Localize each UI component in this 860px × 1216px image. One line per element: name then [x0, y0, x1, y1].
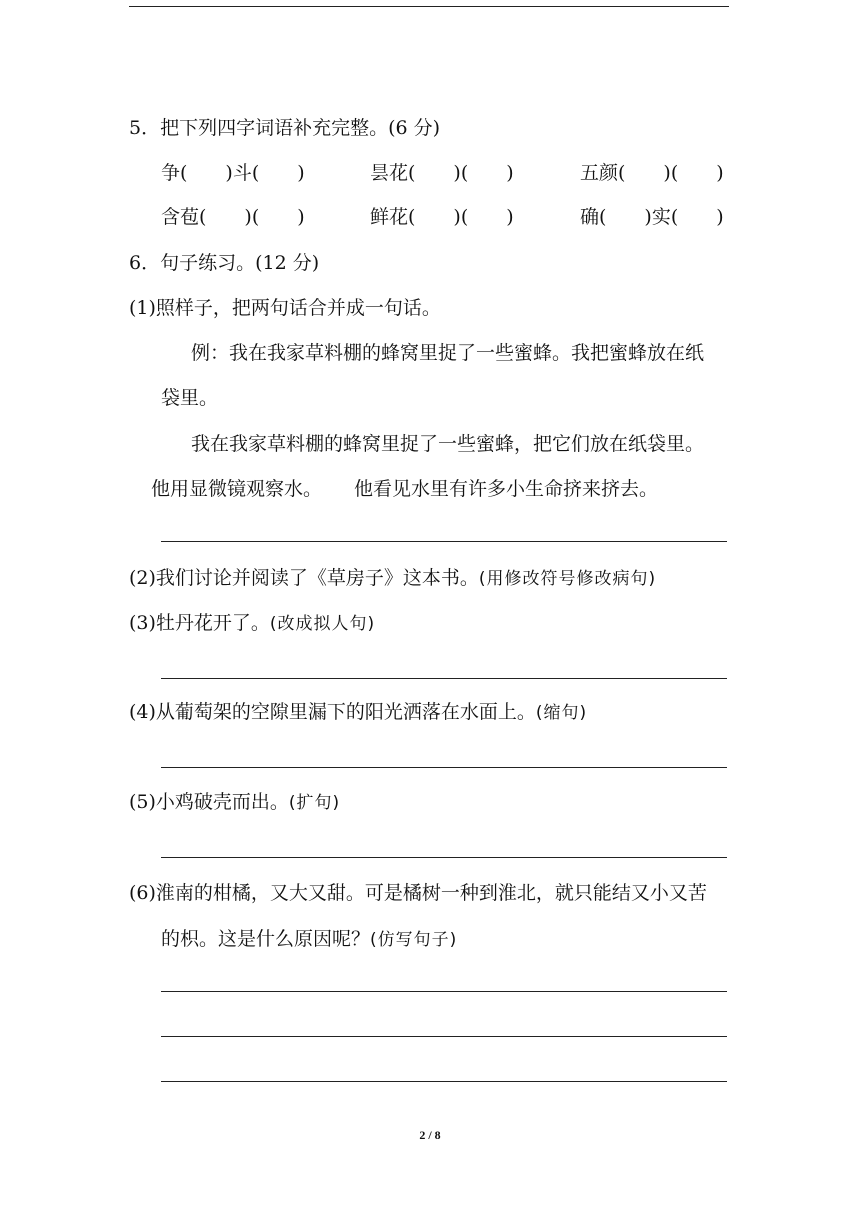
q5-title: 5．把下列四字词语补充完整。(6 分): [129, 117, 441, 139]
q6-s2-text: (2)我们讨论并阅读了《草房子》这本书。: [129, 567, 479, 589]
q6-s1-example-line1: 例：我在我家草料棚的蜂窝里捉了一些蜜蜂。我把蜜蜂放在纸: [191, 342, 705, 364]
answer-line-3[interactable]: [161, 678, 727, 679]
q6-s6-line2: [161, 927, 457, 952]
q6-s4-text: (4)从葡萄架的空隙里漏下的阳光洒落在水面上。: [129, 701, 536, 723]
q6-s1-example-line2: 袋里。: [161, 387, 219, 409]
q6-s5: [129, 790, 340, 815]
top-divider: [129, 6, 729, 7]
q6-s4: [129, 700, 587, 725]
q6-s6-line1: (6)淮南的柑橘，又大又甜。可是橘树一种到淮北，就只能结又小又苦: [129, 882, 707, 904]
answer-line-1[interactable]: [161, 541, 727, 542]
page-number: 2 / 8: [419, 1128, 441, 1142]
q6-s3-text: (3)牡丹花开了。: [129, 612, 270, 634]
answer-line-6a[interactable]: [161, 991, 727, 992]
q6-s1-task-b: 他看见水里有许多小生命挤来挤去。: [354, 478, 659, 500]
q5-word-4: 含苞( )( ): [161, 206, 305, 228]
q6-s5-hint: (扩句): [288, 793, 341, 813]
q6-title: 6．句子练习。(12 分): [129, 252, 320, 274]
q5-word-2: 昙花( )( ): [370, 162, 514, 184]
q6-s6-hint: (仿写句子): [370, 930, 458, 950]
answer-line-6b[interactable]: [161, 1036, 727, 1037]
q5-word-1: 争( )斗( ): [161, 162, 305, 184]
q6-s6-text: 的枳。这是什么原因呢？: [161, 928, 371, 950]
q6-s1-task-a: 他用显微镜观察水。: [151, 478, 323, 500]
q6-s1-model: 我在我家草料棚的蜂窝里捉了一些蜜蜂，把它们放在纸袋里。: [191, 433, 705, 455]
q6-s2-hint: (用修改符号修改病句): [478, 569, 657, 589]
answer-line-4[interactable]: [161, 767, 727, 768]
answer-line-5[interactable]: [161, 857, 727, 858]
q5-word-6: 确( )实( ): [580, 206, 724, 228]
q6-s1-label: (1)照样子，把两句话合并成一句话。: [129, 297, 441, 319]
q5-word-3: 五颜( )( ): [580, 162, 724, 184]
answer-line-6c[interactable]: [161, 1081, 727, 1082]
q6-s3: [129, 611, 375, 636]
q5-word-5: 鲜花( )( ): [370, 206, 514, 228]
q6-s5-text: (5)小鸡破壳而出。: [129, 791, 289, 813]
q6-s4-hint: (缩句): [535, 703, 588, 723]
q6-s2: [129, 566, 656, 591]
q6-s3-hint: (改成拟人句): [269, 614, 376, 634]
